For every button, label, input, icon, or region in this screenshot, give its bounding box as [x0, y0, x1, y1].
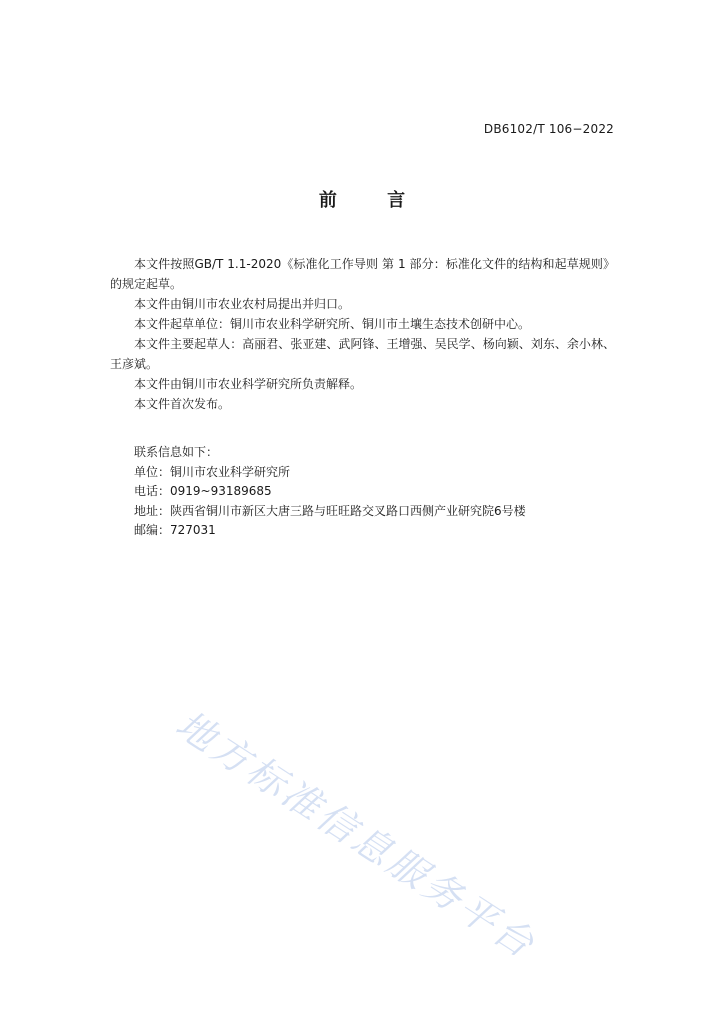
paragraph-proposer: 本文件由铜川市农业农村局提出并归口。 [134, 297, 351, 311]
paragraph-drafting-units: 本文件起草单位：铜川市农业科学研究所、铜川市土壤生态技术创研中心。 [134, 317, 531, 331]
watermark: 地方标准信息服务平台 [168, 701, 545, 968]
paragraph-drafters: 本文件主要起草人：高丽君、张亚建、武阿锋、王增强、吴民学、杨向颖、刘东、余小林、王彦斌。 [110, 337, 615, 371]
paragraph-drafting-rules: 本文件按照GB/T 1.1-2020《标准化工作导则 第 1 部分：标准化文件的结构和起草规则》的规定起草。 [110, 257, 615, 291]
contact-heading: 联系信息如下： [134, 445, 219, 459]
contact-info [134, 443, 624, 541]
contact-postcode: 邮编：727031 [134, 523, 216, 537]
paragraph-first-release: 本文件首次发布。 [134, 397, 231, 411]
contact-address: 地址：陕西省铜川市新区大唐三路与旺旺路交叉路口西侧产业研究院6号楼 [134, 503, 526, 518]
foreword-body [110, 254, 615, 414]
contact-phone: 电话：0919~93189685 [134, 484, 272, 498]
page-title: 前 言 [318, 190, 428, 211]
contact-unit: 单位：铜川市农业科学研究所 [134, 464, 291, 479]
document-code: DB6102/T 106−2022 [483, 122, 614, 136]
paragraph-interpretation: 本文件由铜川市农业科学研究所负责解释。 [134, 377, 363, 391]
